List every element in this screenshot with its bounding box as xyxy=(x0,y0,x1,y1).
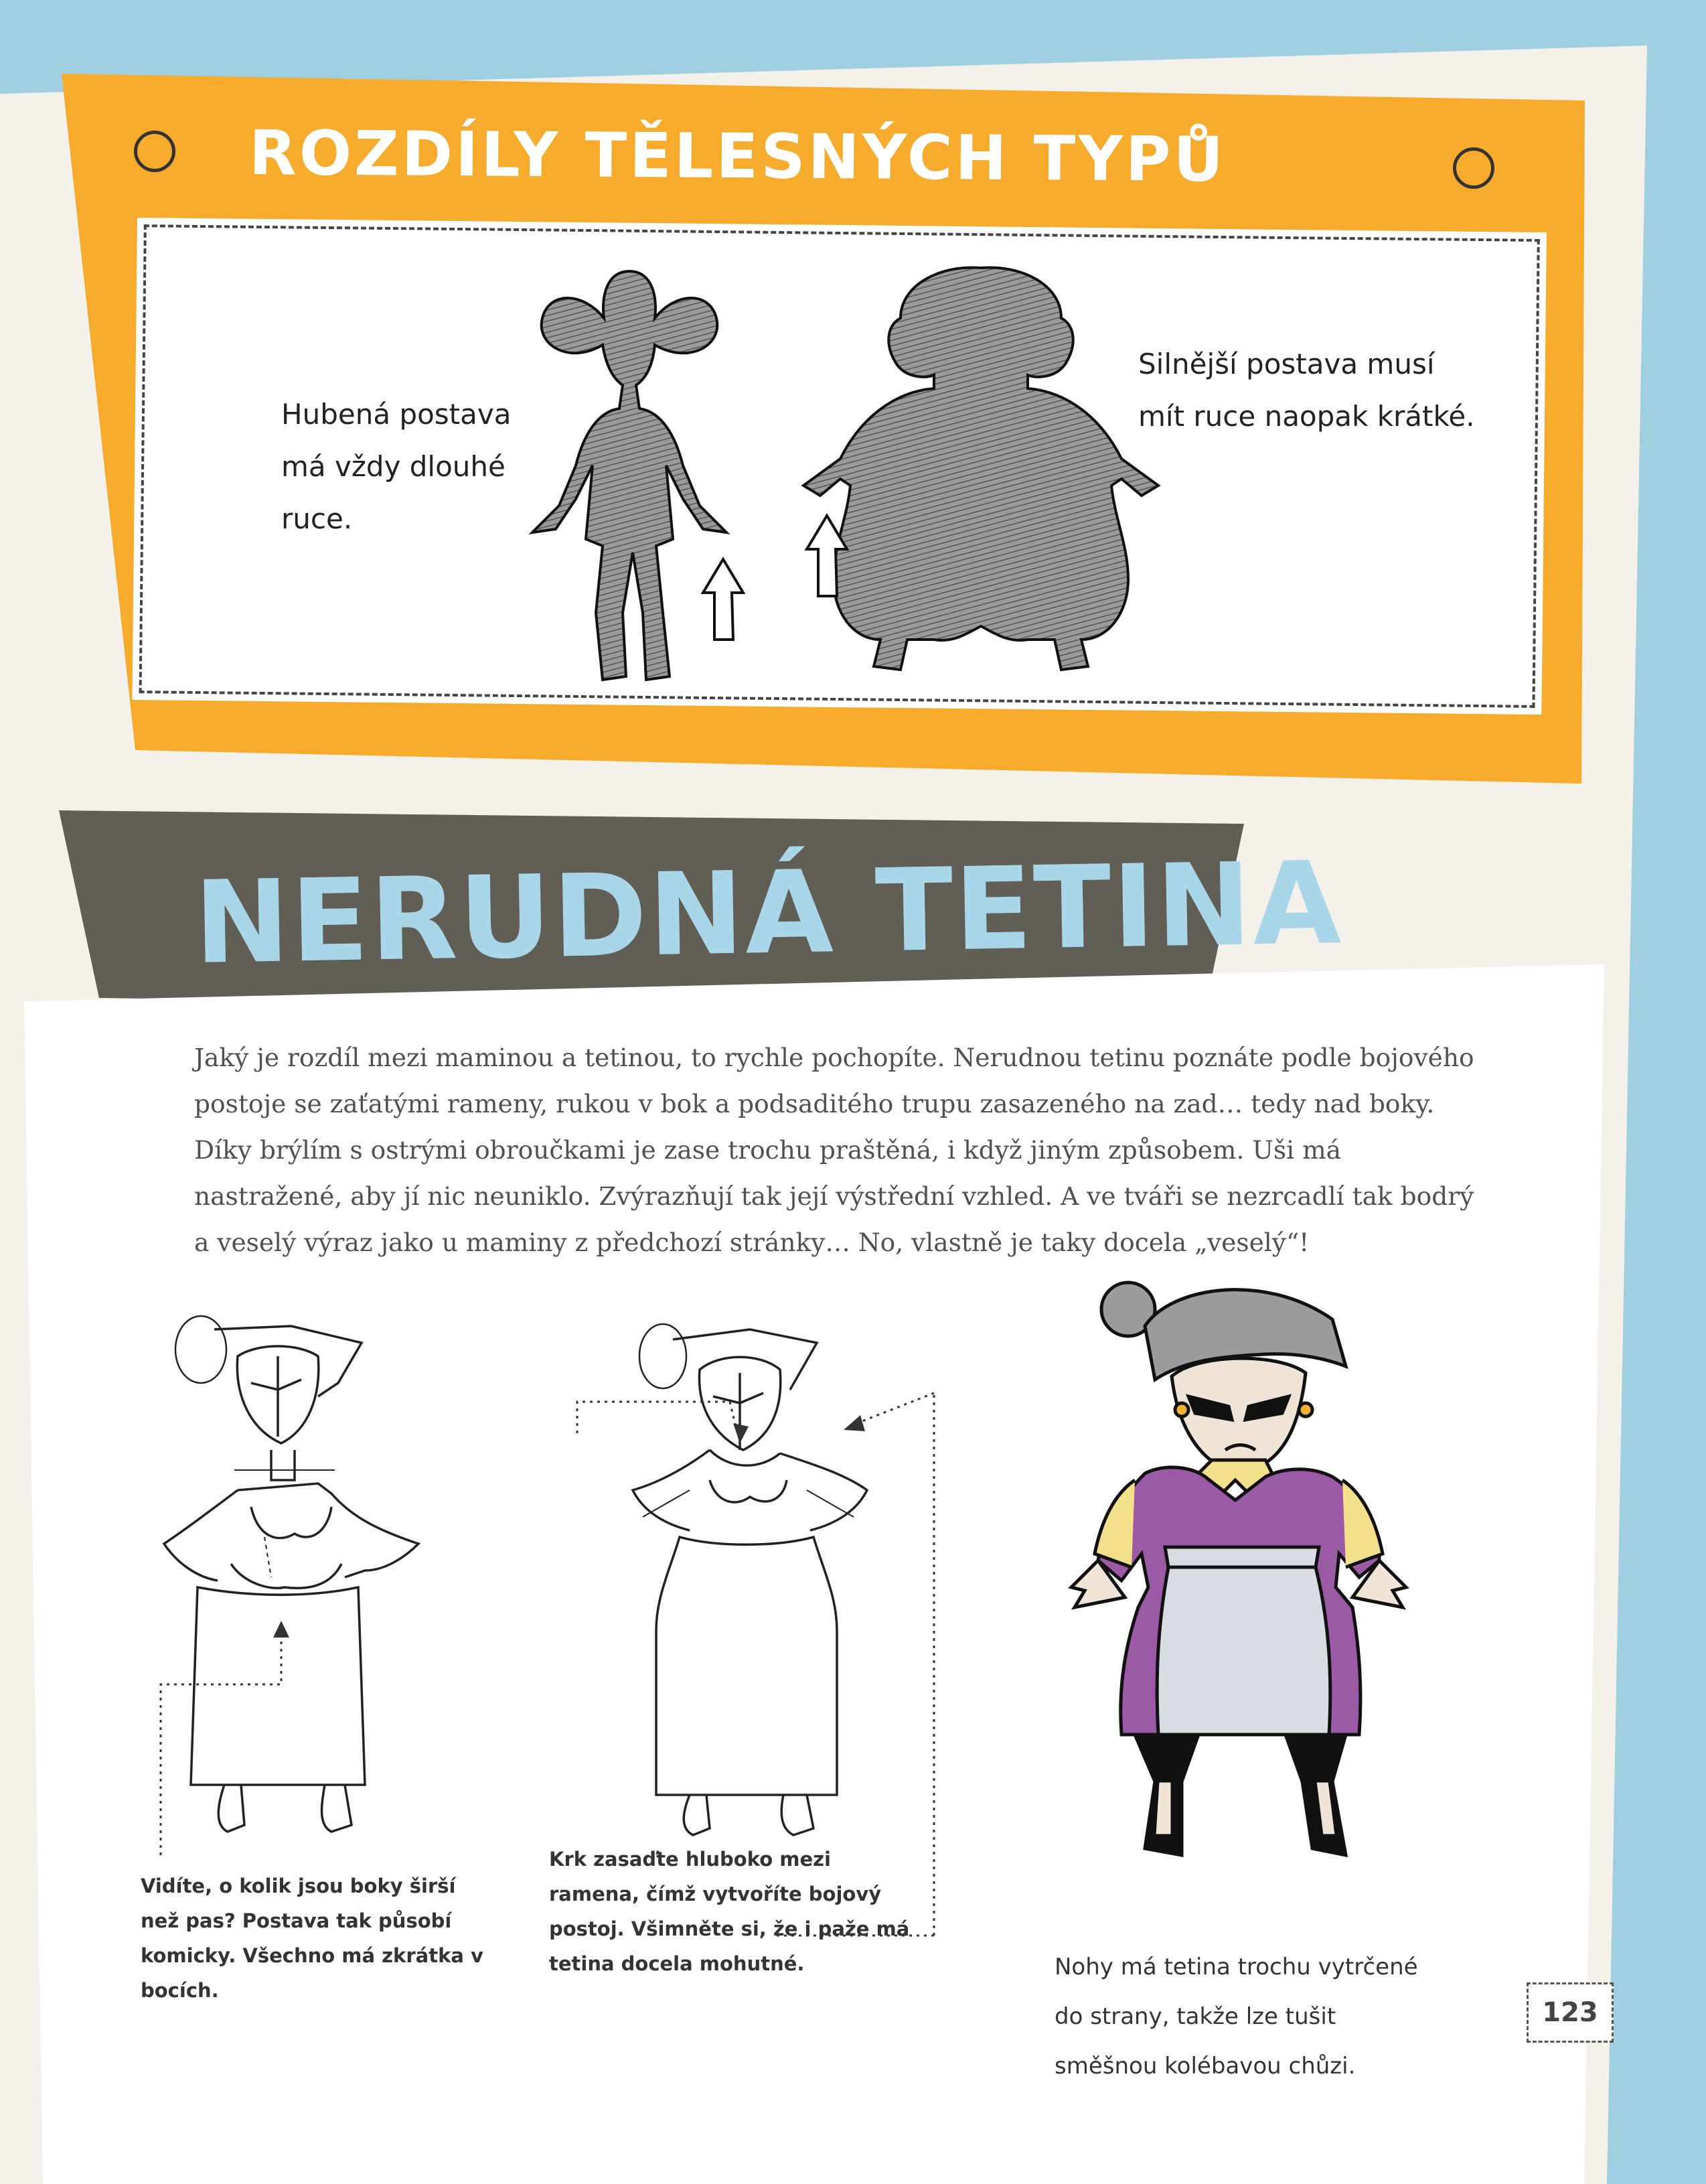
sketch-2-caption: Krk zasaďte hluboko mezi ramena, čímž vytvoříte bojový postoj. Všimněte si, že i paže má tetina docela mohutné. xyxy=(549,1848,910,1975)
hole-right-icon xyxy=(1453,147,1494,189)
arrow-up-icon xyxy=(700,556,747,643)
arrow-up-icon xyxy=(803,512,850,599)
final-figure-caption: Nohy má tetina trochu vytrčené do strany, takže lze tušit směšnou kolébavou chůzi. xyxy=(1055,1954,1418,2080)
stout-silhouette-illustration xyxy=(800,265,1162,693)
final-aunt-illustration xyxy=(1065,1272,1440,1875)
stout-figure-caption: Silnější postava musí mít ruce naopak krátké. xyxy=(1138,348,1475,433)
page-number: 123 xyxy=(1527,1982,1614,2043)
hole-left-icon xyxy=(134,131,175,172)
intro-paragraph: Jaký je rozdíl mezi maminou a tetinou, to rychle pochopíte. Nerudnou tetinu poznáte podle bojového postoje se zaťatými rameny, rukou v bok a podsaditého trupu zasazeného na zad… tedy nad boky. Díky brýlím s ostrými obroučkami je zase trochu praštěná, i když jiným způsobem. Uši má nastražené, aby jí nic neuniklo. Zvýrazňují tak její výstřední vzhled. A ve tváři se nezrcadlí tak bodrý a veselý výraz jako u maminy z předchozí stránky… No, vlastně je taky docela „veselý“! xyxy=(194,1043,1474,1257)
section-header-title: ROZDÍLY TĚLESNÝCH TYPŮ xyxy=(248,117,1227,196)
dotted-pointer-1 xyxy=(154,1614,301,1855)
section-title: NERUDNÁ TETINA xyxy=(193,837,1344,990)
sketch-1-caption: Vidíte, o kolik jsou boky širší než pas? Postava tak působí komicky. Všechno má zkrátka v bocích. xyxy=(141,1875,483,2002)
thin-figure-caption: Hubená postava má vždy dlouhé ruce. xyxy=(281,398,512,535)
